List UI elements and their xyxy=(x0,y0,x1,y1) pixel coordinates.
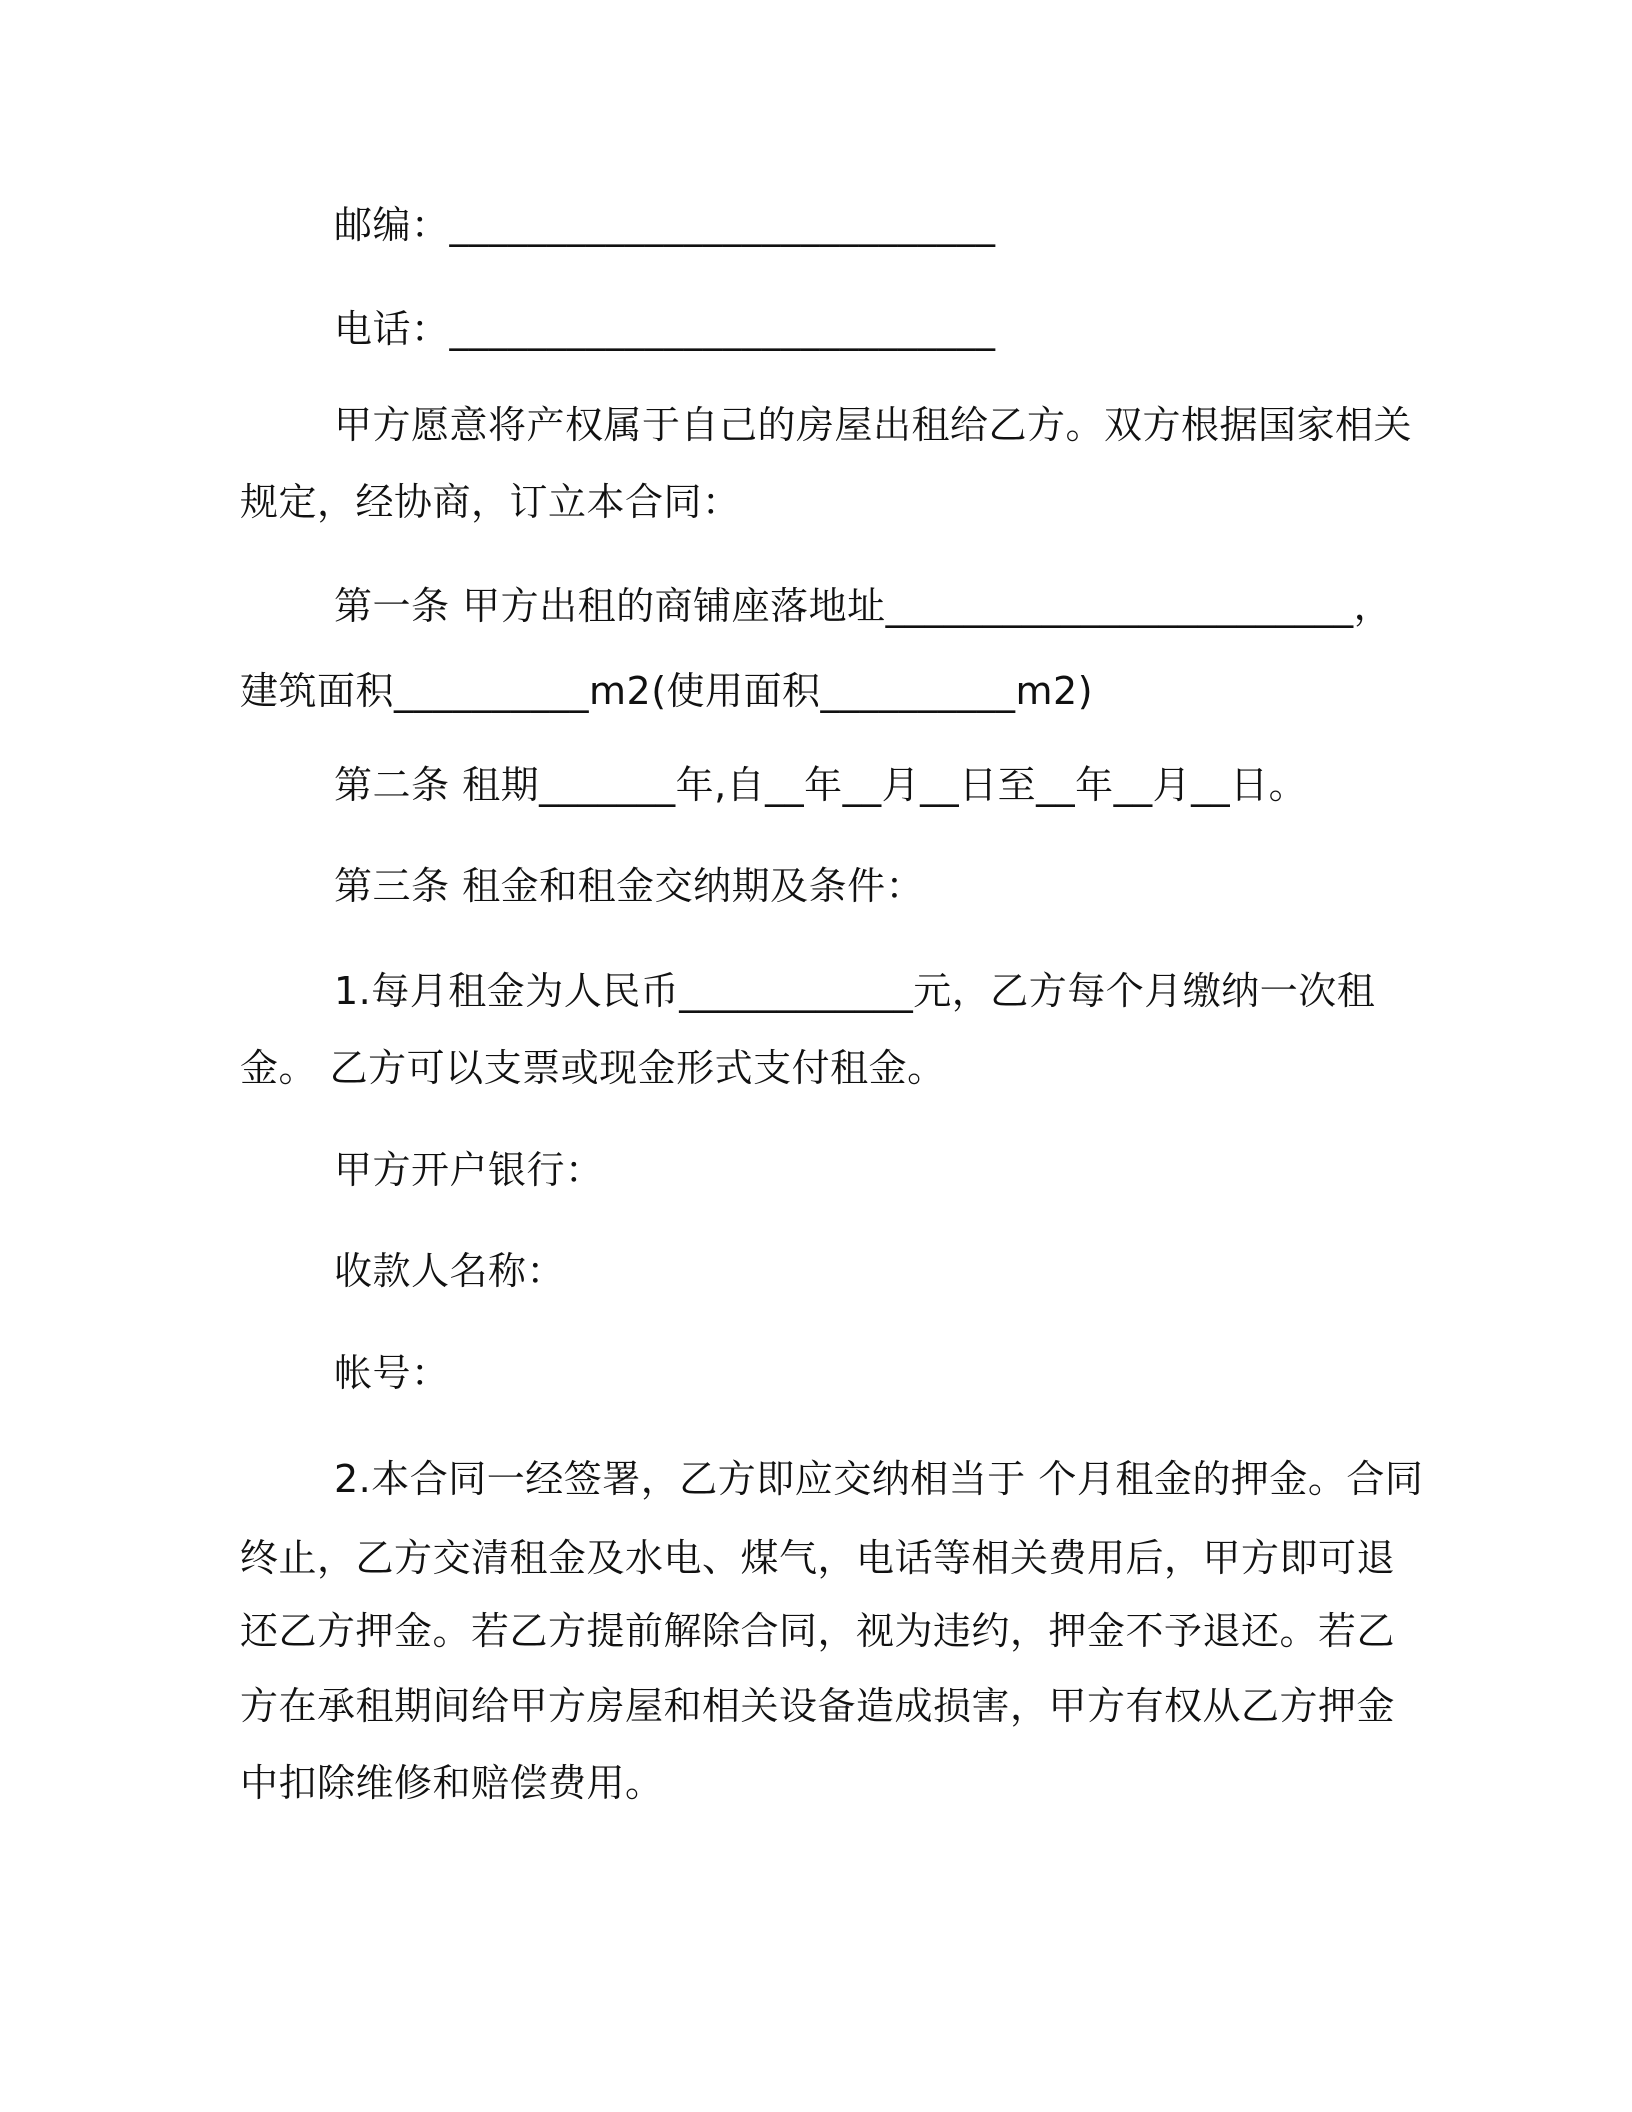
clause-2-line-4: 方在承租期间给甲方房屋和相关设备造成损害，甲方有权从乙方押金 xyxy=(240,1684,1396,1728)
clause-1-line-1: 1.每月租金为人民币____________元，乙方每个月缴纳一次租 xyxy=(334,969,1376,1013)
clause-2-line-1: 2.本合同一经签署，乙方即应交纳相当于 个月租金的押金。合同 xyxy=(334,1457,1424,1501)
article-1-line-1: 第一条 甲方出租的商铺座落地址________________________， xyxy=(334,584,1393,628)
clause-2-line-3: 还乙方押金。若乙方提前解除合同，视为违约，押金不予退还。若乙 xyxy=(240,1609,1396,1653)
article-1-line-2: 建筑面积__________m2(使用面积__________m2) xyxy=(240,669,1094,713)
article-2-line: 第二条 租期_______年,自__年__月__日至__年__月__日。 xyxy=(334,763,1308,807)
clause-1-line-2: 金。 乙方可以支票或现金形式支付租金。 xyxy=(240,1046,946,1090)
intro-paragraph-line-1: 甲方愿意将产权属于自己的房屋出租给乙方。双方根据国家相关 xyxy=(334,403,1413,447)
payee-field-label: 收款人名称： xyxy=(334,1249,566,1293)
postcode-field-line: 邮编：____________________________ xyxy=(334,203,996,247)
clause-2-line-2: 终止，乙方交清租金及水电、煤气，电话等相关费用后，甲方即可退 xyxy=(240,1536,1396,1580)
article-3-heading: 第三条 租金和租金交纳期及条件： xyxy=(334,864,925,908)
intro-paragraph-line-2: 规定，经协商，订立本合同： xyxy=(240,480,741,524)
account-field-label: 帐号： xyxy=(334,1351,450,1395)
phone-field-line: 电话：____________________________ xyxy=(334,307,996,351)
clause-2-line-5: 中扣除维修和赔偿费用。 xyxy=(240,1761,664,1805)
bank-field-label: 甲方开户银行： xyxy=(334,1148,604,1192)
